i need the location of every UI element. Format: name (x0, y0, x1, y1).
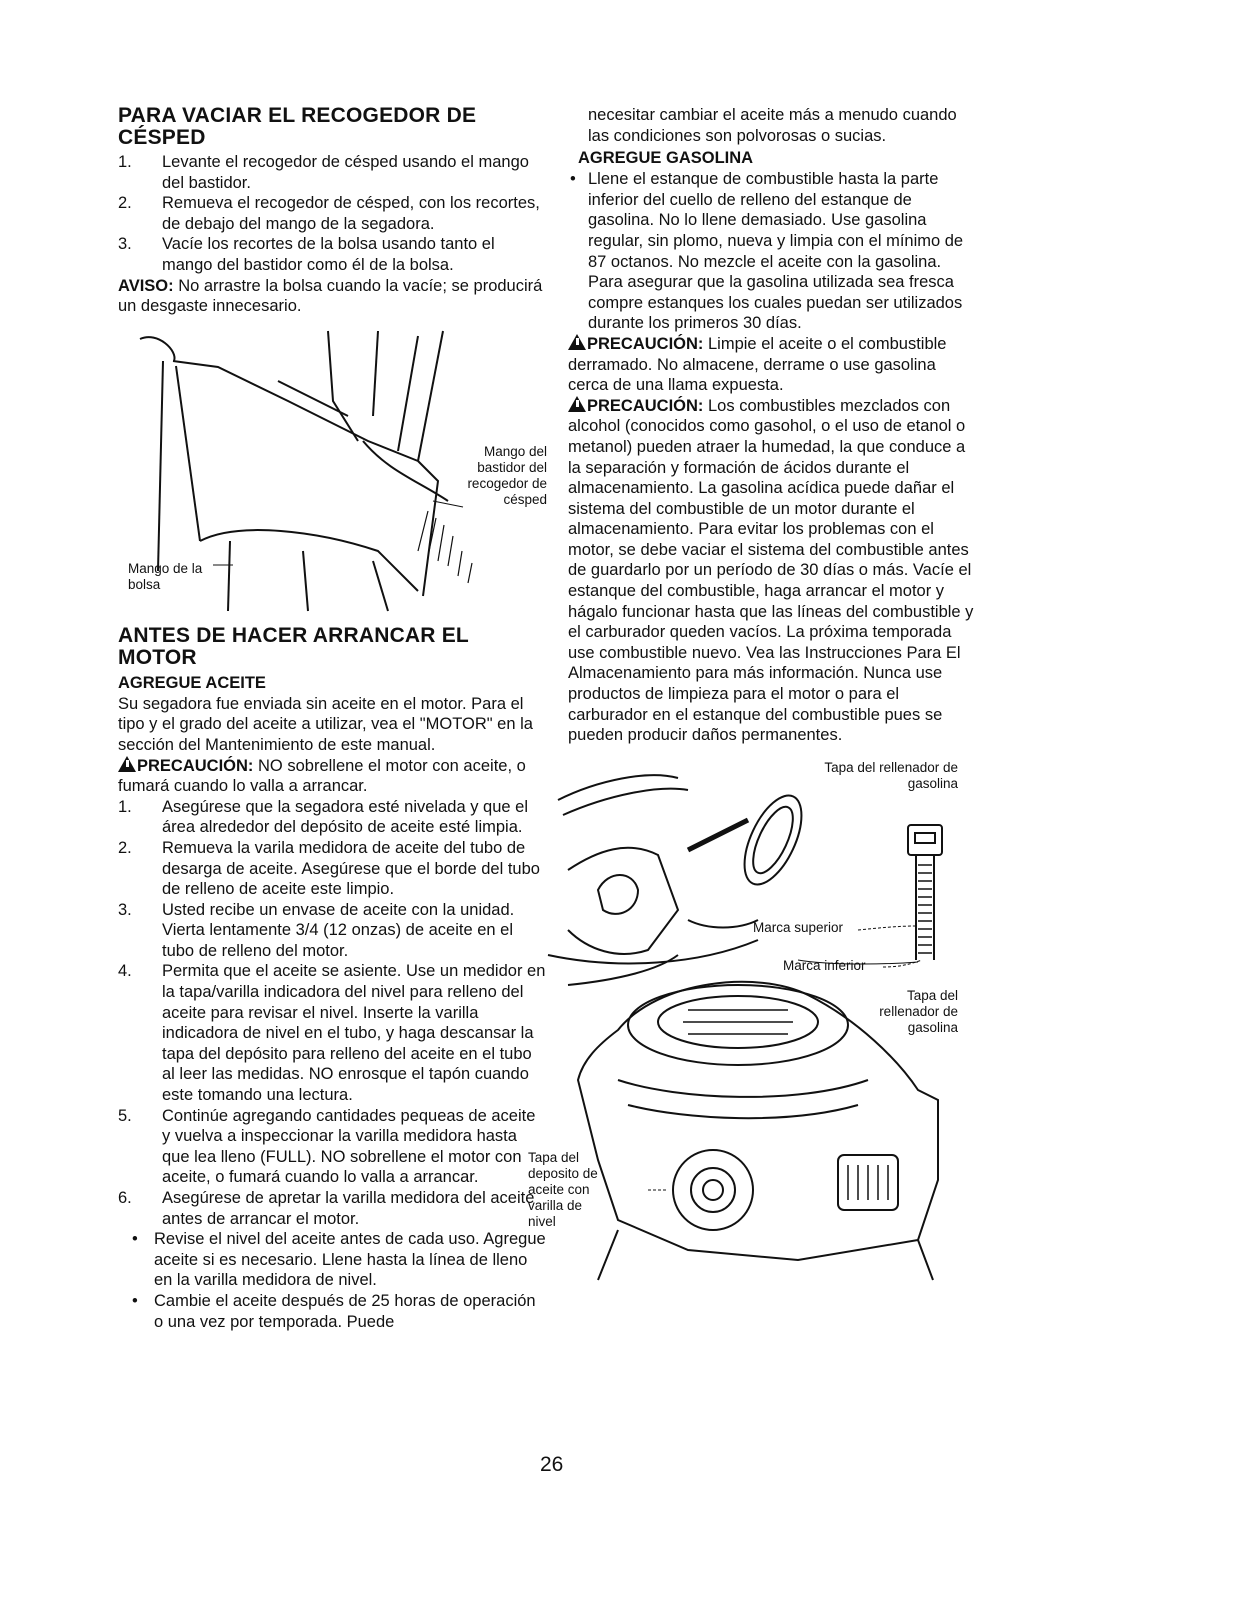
left-column (118, 105, 548, 1332)
empty-bag-heading: PARA VACIAR EL RECOGEDOR DE CÉSPED (118, 104, 477, 149)
right-column (528, 105, 976, 1300)
list-item: 1. Asegúrese que la segadora esté nivelada y que el área alrededor del depósito de aceite esté limpia. (118, 797, 529, 837)
bullet-icon: • (132, 1230, 138, 1249)
list-item: • Cambie el aceite después de 25 horas de operación o una vez por temporada. Puede (132, 1291, 536, 1331)
grass-catcher-figure (118, 321, 548, 613)
gas-cap-mid-label: Tapa del rellenador de gasolina (879, 987, 958, 1035)
oil-caution: PRECAUCIÓN: NO sobrellene el motor con aceite, o fumará cuando lo valla a arrancar. (118, 756, 526, 796)
warning-icon (118, 756, 136, 772)
list-item: 6. Asegúrese de apretar la varilla medidora del aceite antes de arrancar el motor. (118, 1189, 535, 1228)
oil-bullets (118, 1229, 548, 1332)
list-item: • Llene el estanque de combustible hasta la parte inferior del cuello de relleno del estanque de gasolina. No lo llene demasiado. Use gasolina regular, sin plomo, nueva y limpia con el mínimo de 87 octanos. No mezcle el aceite con la gasolina. Para asegurar que la gasolina utilizada sea fresca compre estanques los cuales puedan ser utilizados durante los primeros 30 días. (570, 170, 964, 333)
bag-handle-label: Mango de la bolsa (128, 560, 203, 592)
add-gas-heading: AGREGUE GASOLINA (578, 149, 754, 168)
caution-alcohol: PRECAUCIÓN: Los combustibles mezclados con alcohol (conocidos como gasohol, o el uso de etanol o metanol) pueden atraer la humedad, la que conduce a la separación y formación de ácidos durante el almacenamiento. La gasolina acídica puede dañar el sistema del combustible de un motor durante el almacenamiento. Para evitar los problemas con el motor, se debe vaciar el sistema del combustible antes de guardarlo por un período de 30 días o más. Vacíe el estanque del combustible, haga arrancar el motor y hágalo funcionar hasta que las líneas del combustible y el carburador queden vacíos. La próxima temporada use combustible nuevo. Vea las Instrucciones Para El Almacenamiento para más información. Nunca use productos de limpieza para el motor o para el carburador en el estanque del combustible pues se pueden producir daños permanentes. (568, 396, 974, 745)
gas-bullets (570, 169, 976, 334)
before-start-heading: ANTES DE HACER ARRANCAR EL MOTOR (118, 623, 469, 669)
list-item: 4. Permita que el aceite se asiente. Use un medidor en la tapa/varilla indicadora del nivel para relleno del aceite para revisar el nivel. Inserte la varilla indicadora de nivel en el tubo, y haga descansar la tapa del depósito para relleno del aceite en el tubo al leer las medidas. NO enrosque el tapón cuando este tomando una lectura. (118, 962, 546, 1105)
warning-icon (568, 334, 586, 350)
add-oil-heading: AGREGUE ACEITE (118, 673, 266, 692)
oil-intro: Su segadora fue enviada sin aceite en el motor. Para el tipo y el grado del aceite a utilizar, vea el "MOTOR" en la sección del Mantenimiento de este manual. (118, 694, 533, 754)
gas-cap-top-label: Tapa del rellenador de gasolina (824, 759, 958, 791)
upper-mark-label: Marca superior (753, 919, 844, 935)
frame-handle-label: Mango del bastidor del recogedor de césped (467, 443, 547, 507)
caution-spill: PRECAUCIÓN: Limpie el aceite o el combustible derramado. No almacene, derrame o use gasolina cerca de una llama expuesta. (568, 334, 947, 395)
oil-cap-label: Tapa del deposito de aceite con varilla de nivel (528, 1149, 598, 1229)
list-item: 3. Usted recibe un envase de aceite con la unidad. Vierta lentamente 3/4 (12 onzas) de aceite en el tubo de relleno del motor. (118, 900, 515, 960)
list-item: 2. Remueva el recogedor de césped, con los recortes, de debajo del mango de la segadora. (118, 194, 540, 233)
page-number: 26 (540, 1453, 564, 1476)
oil-continued: necesitar cambiar el aceite más a menudo cuando las condiciones son polvorosas o sucias. (588, 106, 957, 145)
list-item: • Revise el nivel del aceite antes de cada uso. Agregue aceite si es necesario. Llene hasta la línea de lleno en la varilla medidora de nivel. (132, 1230, 546, 1290)
oil-steps (118, 797, 548, 1229)
list-item: 3. Vacíe los recortes de la bolsa usando tanto el mango del bastidor como él de la bolsa. (118, 235, 495, 274)
list-item: 1. Levante el recogedor de césped usando el mango del bastidor. (118, 153, 529, 192)
bullet-icon: • (132, 1291, 138, 1310)
list-item: 5. Continúe agregando cantidades pequeas de aceite y vuelva a inspeccionar la varilla medidora hasta que lea lleno (FULL). NO sobrellene el motor con aceite, o fumará cuando lo valla a arrancar. (118, 1106, 536, 1187)
bullet-icon: • (570, 170, 576, 189)
aviso-label: AVISO: (118, 276, 174, 295)
lower-mark-label: Marca inferior (783, 957, 866, 973)
aviso-note: AVISO: No arrastre la bolsa cuando la vacíe; se producirá un desgaste innecesario. (118, 276, 543, 316)
list-item: 2. Remueva la varila medidora de aceite del tubo de desarga de aceite. Asegúrese que el borde del tubo de relleno de aceite este limpio. (118, 838, 540, 899)
engine-figure (528, 759, 958, 1300)
empty-bag-steps (118, 152, 548, 276)
warning-icon (568, 396, 586, 412)
